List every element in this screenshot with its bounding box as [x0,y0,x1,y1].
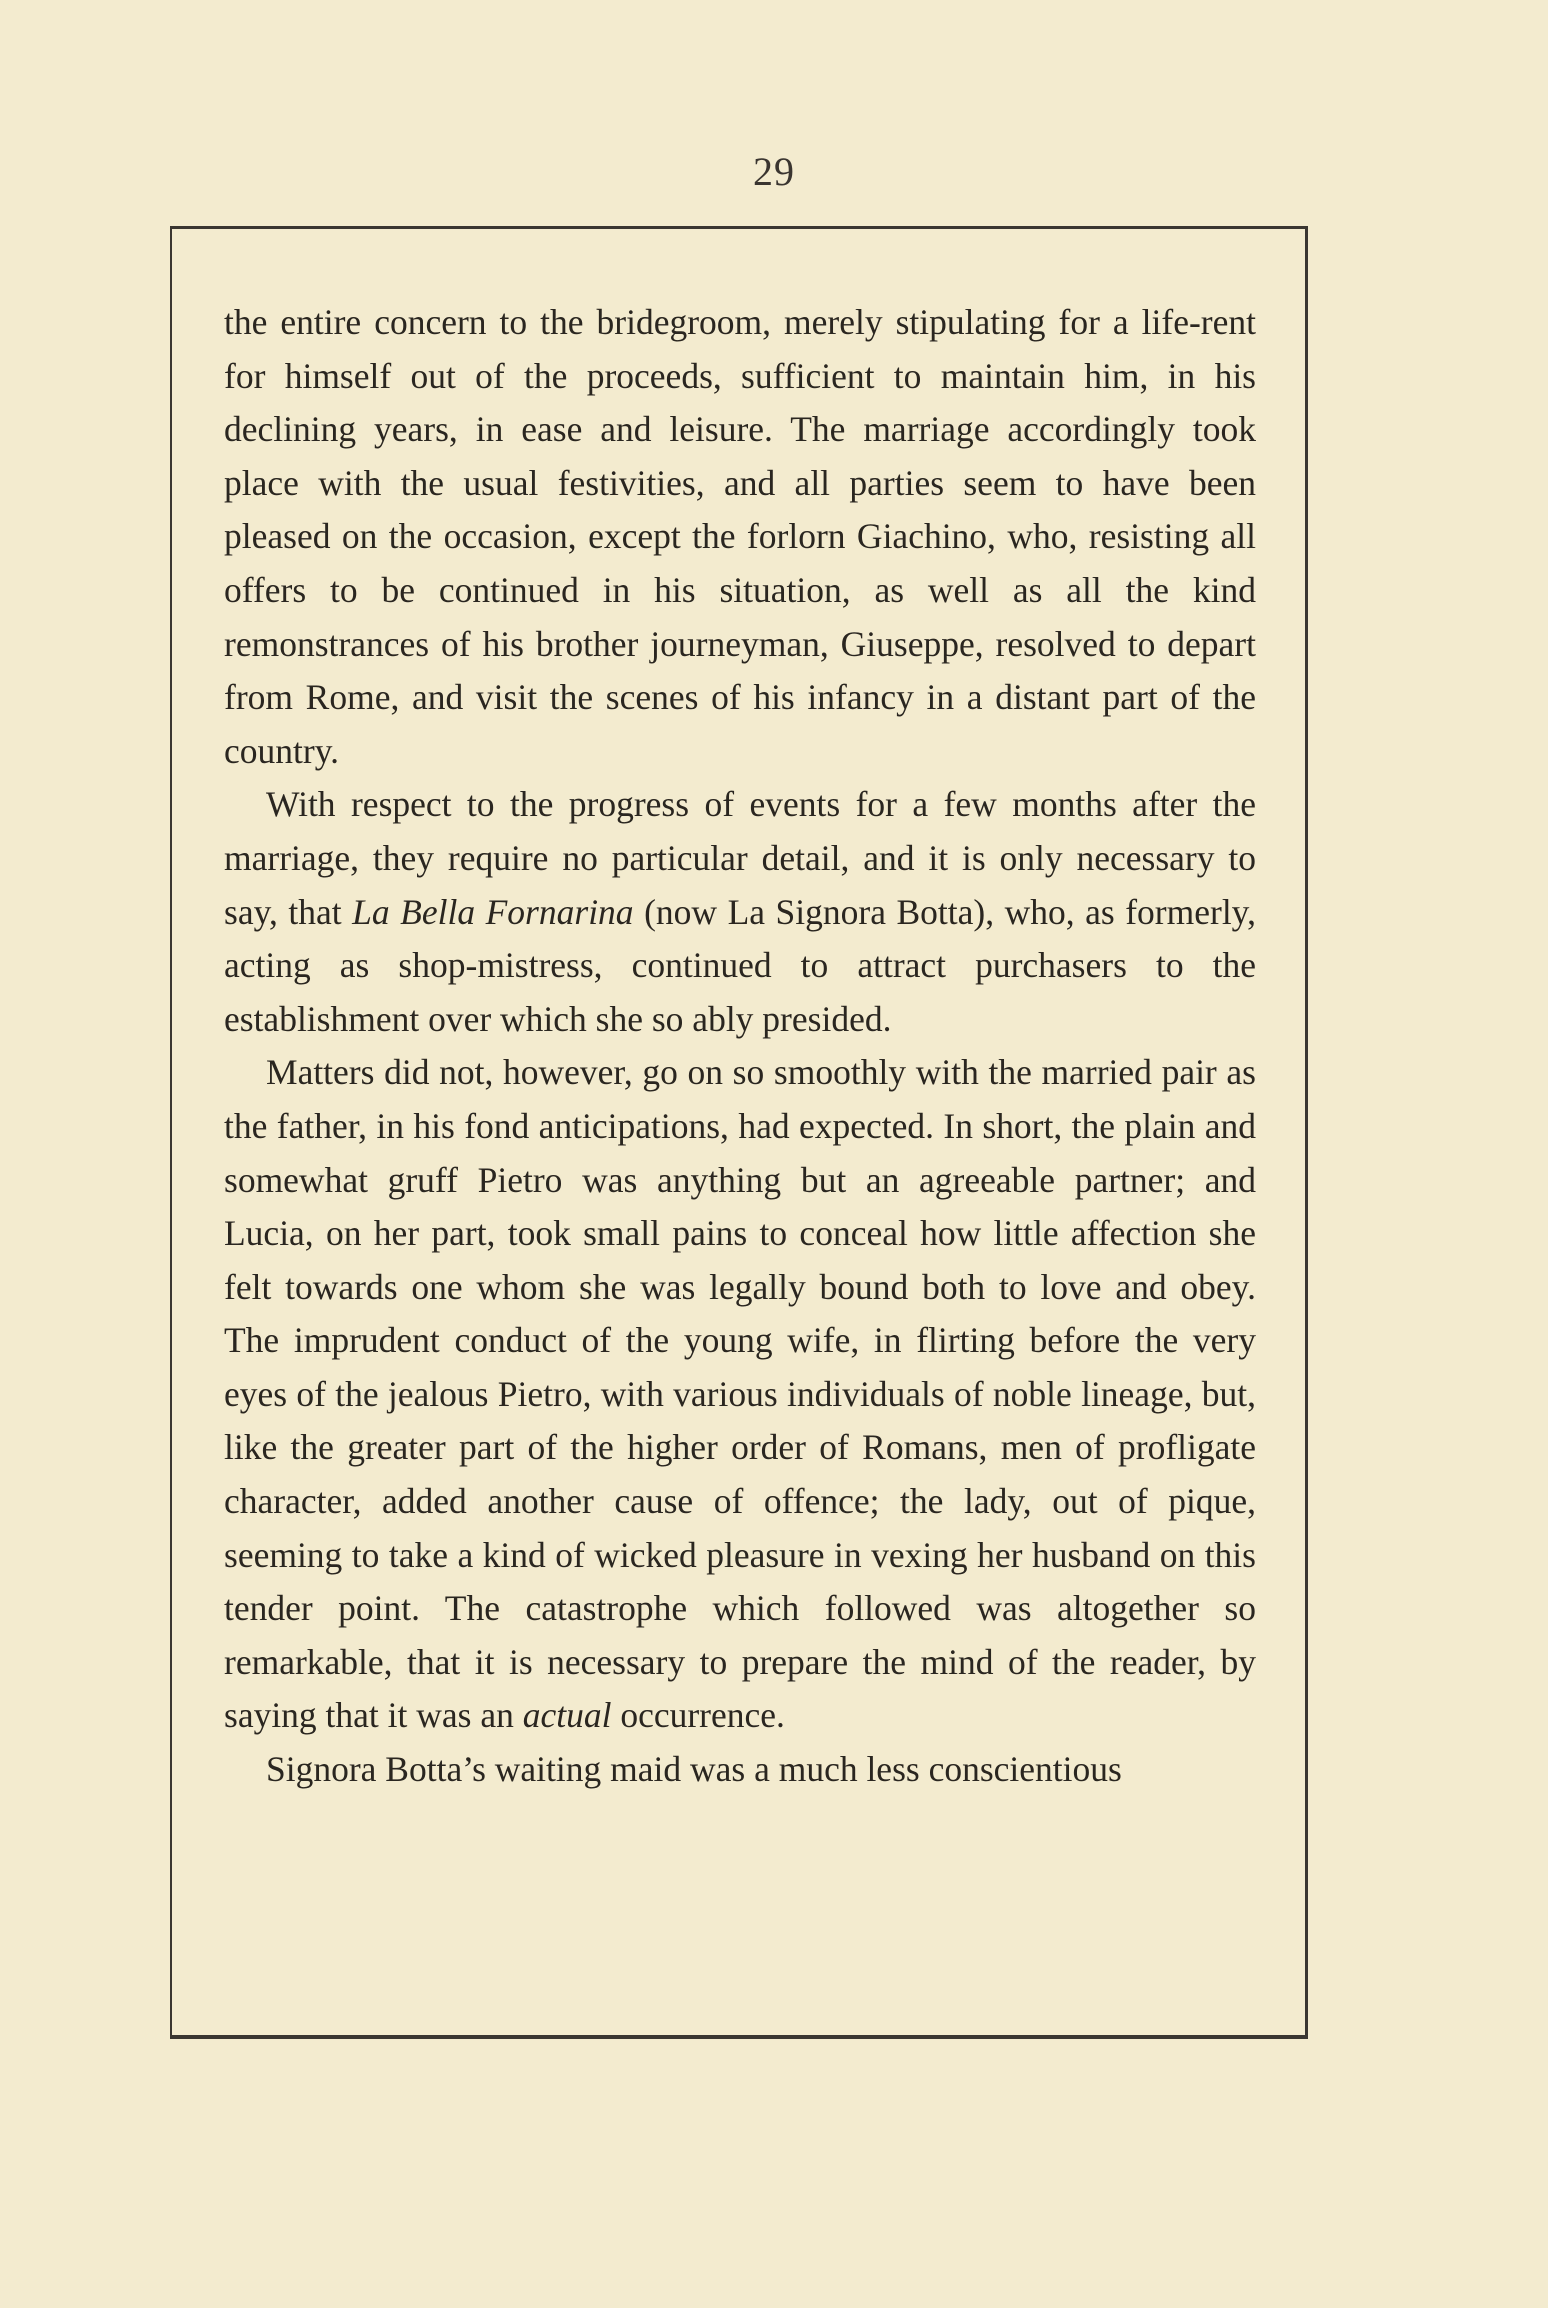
paragraph-3-text-after: occurrence. [611,1695,785,1736]
paragraph-4-text: Signora Botta’s waiting maid was a much less conscientious [266,1749,1122,1790]
paragraph-1 [224,296,1256,778]
page-number: 29 [753,149,795,194]
paragraph-3-italic: actual [522,1695,612,1736]
paragraph-2-text-after: (now La Signora Botta), who, as formerly, acting as shop-mistress, continued to attract purchasers to the establishment over which she so ably presided. [224,891,1257,1039]
paragraph-1-text: the entire concern to the bridegroom, merely stipulating for a life-rent for himself out of the proceeds, sufficient to maintain him, in his declining years, in ease and leisure. The marriage accordingly took place with the usual festivities, and all parties seem to have been pleased on the occasion, except the forlorn Giachino, who, resisting all offers to be continued in his situation, as well as all the kind remonstrances of his brother journeyman, Giuseppe, resolved to depart from Rome, and visit the scenes of his infancy in a distant part of the country. [224,302,1256,771]
paragraph-3-text-before: Matters did not, however, go on so smoothly with the married pair as the father, in his fond anticipations, had expected. In short, the plain and somewhat gruff Pietro was anything but an agreeable partner; and Lucia, on her part, took small pains to conceal how little affection she felt towards one whom she was legally bound both to love and obey. The imprudent conduct of the young wife, in flirting before the very eyes of the jealous Pietro, with various individuals of noble lineage, but, like the greater part of the higher order of Romans, men of profligate character, added another cause of offence; the lady, out of pique, seeming to take a kind of wicked pleasure in vexing her husband on this tender point. The catastrophe which followed was altogether so remarkable, that it is necessary to prepare the mind of the reader, by saying that it was an [224,1052,1256,1736]
paragraph-4 [224,1743,1256,1797]
paragraph-2-italic: La Bella Fornarina [352,891,634,932]
paragraph-2-text-before: With respect to the progress of events for a few months after the marriage, they require no particular detail, and it is only necessary to say, that [224,784,1256,932]
paragraph-2 [224,778,1256,1046]
paragraph-3 [224,1046,1256,1743]
body-text [224,296,1256,1797]
